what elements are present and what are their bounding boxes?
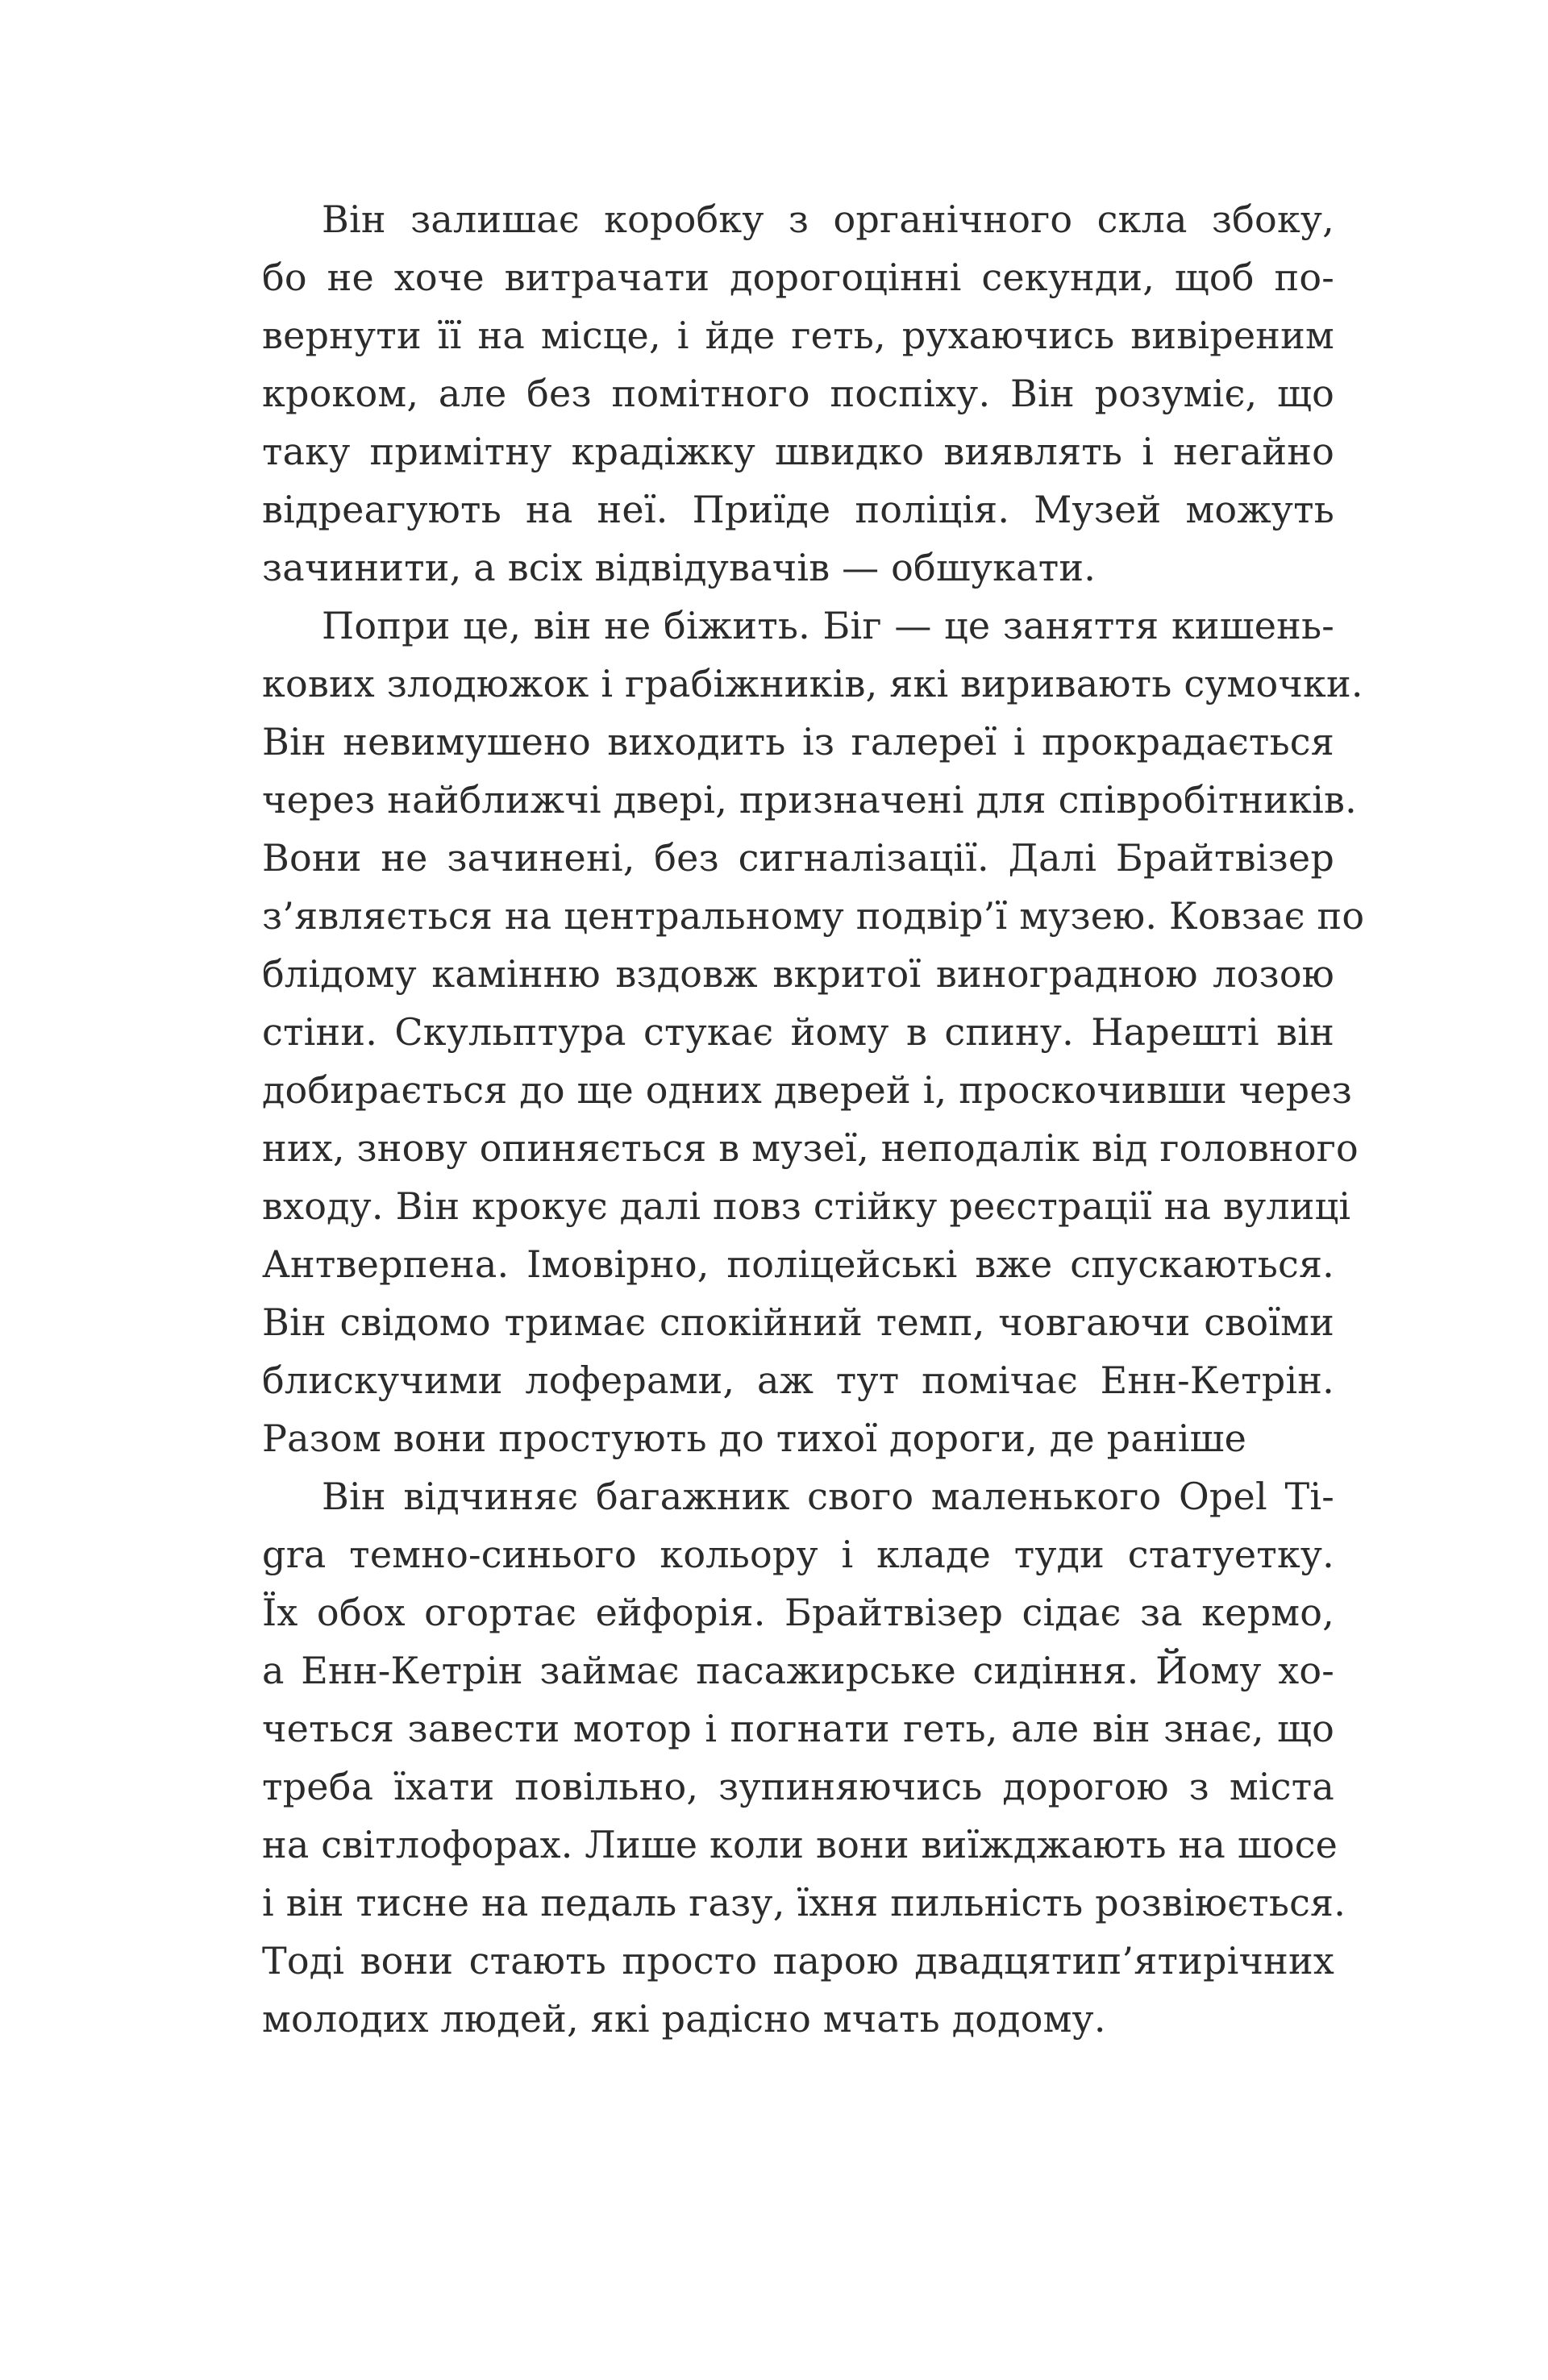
paragraph-3 bbox=[262, 1467, 1346, 2048]
text-line: через найближчі двері, призначені для співробітників. bbox=[262, 778, 1357, 822]
text-line: молодих людей, які радісно мчать додому. bbox=[262, 1997, 1106, 2041]
text-line: Їх обох огортає ейфорія. Брайтвізер сідає за кермо, bbox=[262, 1591, 1334, 1634]
text-line: відреагують на неї. Приїде поліція. Музей можуть bbox=[262, 488, 1334, 531]
text-line: зачинити, а всіх відвідувачів — обшукати. bbox=[262, 546, 1096, 589]
text-line: кроком, але без помітного поспіху. Він розуміє, що bbox=[262, 372, 1334, 415]
text-line: них, знову опиняється в музеї, неподалік від головного bbox=[262, 1126, 1359, 1170]
text-line: Антверпена. Імовірно, поліцейські вже спускаються. bbox=[262, 1242, 1334, 1286]
text-line: бо не хоче витрачати дорогоцінні секунди, щоб по- bbox=[262, 256, 1334, 299]
text-line: стіни. Скульптура стукає йому в спину. Нарешті він bbox=[262, 1010, 1334, 1054]
text-line: з’являється на центральному подвір’ї музею. Ковзає по bbox=[262, 894, 1365, 938]
text-line: блідому камінню вздовж вкритої виноградною лозою bbox=[262, 952, 1334, 996]
text-line: вернути її на місце, і йде геть, рухаючись вивіреним bbox=[262, 314, 1334, 357]
text-line: четься завести мотор і погнати геть, але він знає, що bbox=[262, 1707, 1334, 1750]
text-line: блискучими лоферами, аж тут помічає Енн-Кетрін. bbox=[262, 1359, 1334, 1402]
text-line: на світлофорах. Лише коли вони виїжджають на шосе bbox=[262, 1823, 1338, 1866]
text-line: і він тисне на педаль газу, їхня пильність розвіюється. bbox=[262, 1881, 1346, 1924]
text-line: Він свідомо тримає спокійний темп, човгаючи своїми bbox=[262, 1300, 1334, 1344]
text-line: треба їхати повільно, зупиняючись дорогою з міста bbox=[262, 1765, 1334, 1808]
paragraph-1 bbox=[262, 190, 1334, 597]
text-line: входу. Він крокує далі повз стійку реєстрації на вулиці bbox=[262, 1184, 1351, 1228]
text-line: добирається до ще одних дверей і, проскочивши через bbox=[262, 1068, 1353, 1112]
text-line: Він відчиняє багажник свого маленького Opel Ti- bbox=[322, 1475, 1334, 1518]
text-line: а Енн-Кетрін займає пасажирське сидіння. Йому хо- bbox=[262, 1649, 1334, 1692]
text-line: Він невимушено виходить із галереї і прокрадається bbox=[262, 720, 1334, 764]
text-line: Разом вони простують до тихої дороги, де раніше bbox=[262, 1417, 1247, 1460]
page-body bbox=[262, 190, 1365, 2048]
text-line: gra темно-синього кольору і кладе туди статуетку. bbox=[262, 1533, 1334, 1576]
text-line: таку примітну крадіжку швидко виявлять і негайно bbox=[262, 430, 1334, 473]
text-line: Тоді вони стають просто парою двадцятип’ятирічних bbox=[262, 1939, 1334, 1983]
paragraph-2 bbox=[262, 597, 1365, 1467]
text-line: Вони не зачинені, без сигналізації. Далі Брайтвізер bbox=[262, 836, 1334, 880]
text-line: Він залишає коробку з органічного скла збоку, bbox=[322, 198, 1334, 241]
text-line: кових злодюжок і грабіжників, які виривають сумочки. bbox=[262, 662, 1363, 705]
text-line: Попри це, він не біжить. Біг — це заняття кишень- bbox=[322, 604, 1334, 647]
